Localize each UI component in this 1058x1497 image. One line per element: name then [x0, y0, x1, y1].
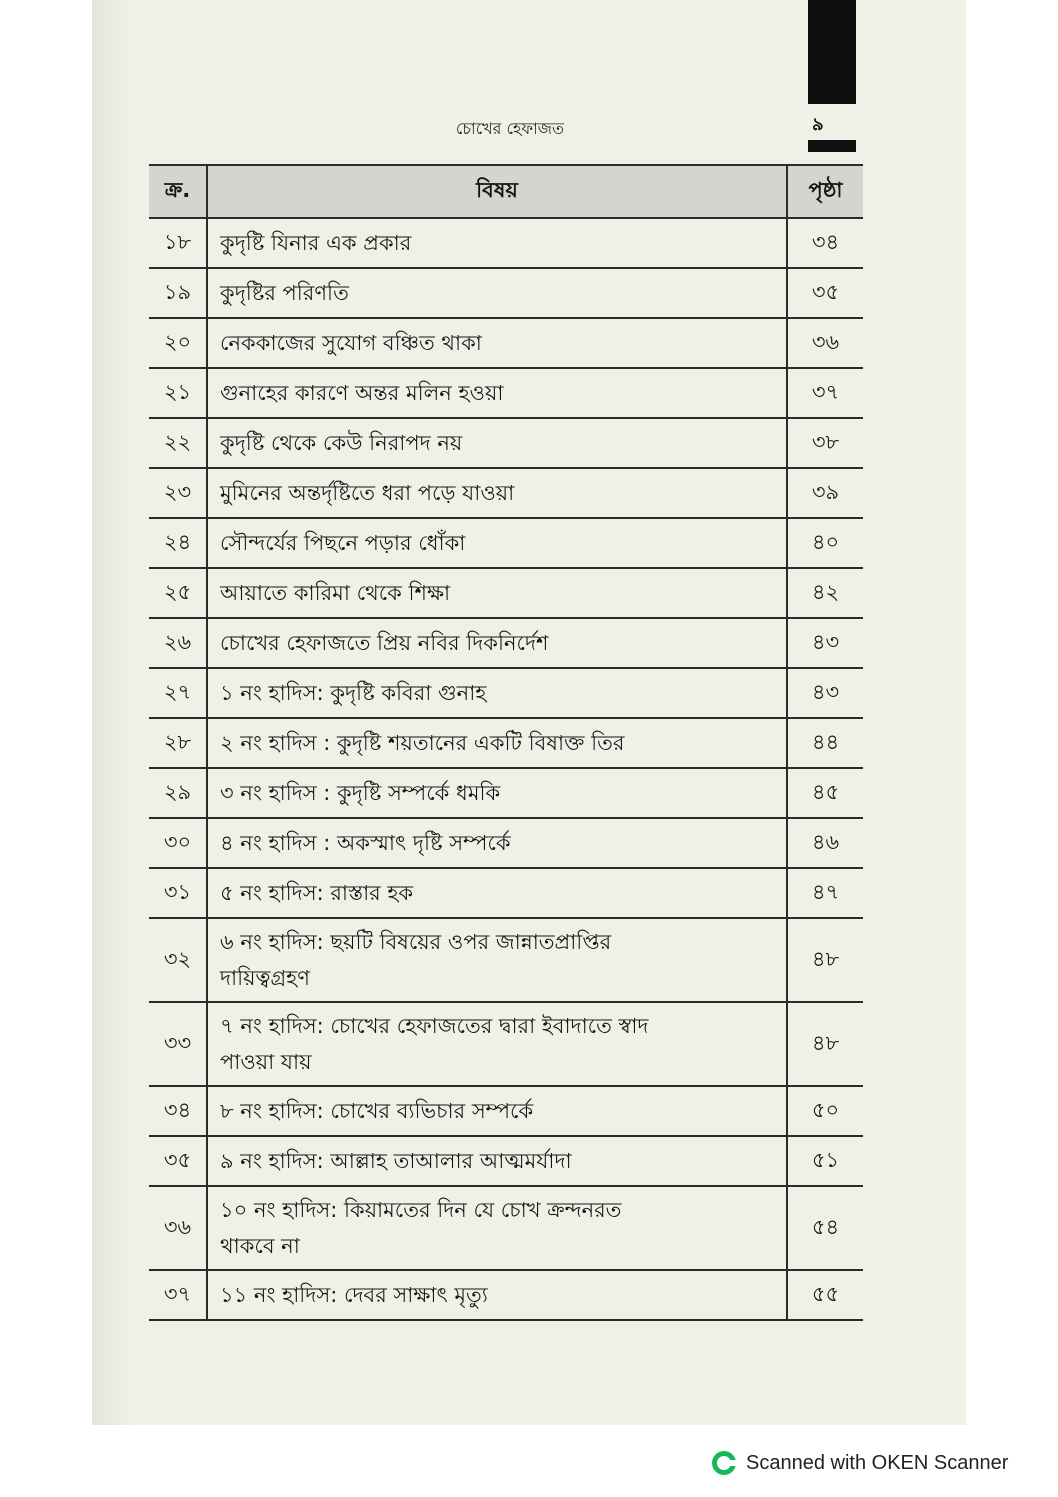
row-page: ৪৩	[787, 618, 863, 668]
table-row	[149, 1270, 863, 1320]
table-row	[149, 1002, 863, 1086]
row-number: ১৯	[149, 268, 207, 318]
row-number: ২০	[149, 318, 207, 368]
row-topic	[207, 1086, 787, 1136]
row-topic	[207, 618, 787, 668]
table-row	[149, 918, 863, 1002]
row-topic	[207, 318, 787, 368]
row-number: ২৩	[149, 468, 207, 518]
table-row	[149, 218, 863, 268]
row-number: ৩৪	[149, 1086, 207, 1136]
table-body	[149, 218, 863, 1320]
thumb-index-bar	[808, 140, 856, 152]
topic-line: ২ নং হাদিস : কুদৃষ্টি শয়তানের একটি বিষাক্ত তির	[220, 731, 625, 755]
topic-line: ৫ নং হাদিস: রাস্তার হক	[220, 881, 414, 905]
row-number: ২৮	[149, 718, 207, 768]
table-header-row	[149, 165, 863, 218]
row-topic	[207, 668, 787, 718]
row-topic	[207, 918, 787, 1002]
table-row	[149, 868, 863, 918]
row-number: ২৭	[149, 668, 207, 718]
row-topic	[207, 768, 787, 818]
row-topic	[207, 418, 787, 468]
topic-line: ৮ নং হাদিস: চোখের ব্যভিচার সম্পর্কে	[220, 1099, 534, 1123]
topic-line: গুনাহের কারণে অন্তর মলিন হওয়া	[220, 381, 504, 405]
row-page: ৪০	[787, 518, 863, 568]
oken-scanner-logo-icon	[712, 1451, 736, 1475]
row-page: ৩৪	[787, 218, 863, 268]
contents-table	[149, 164, 863, 1321]
table-row	[149, 1186, 863, 1270]
row-topic	[207, 268, 787, 318]
row-page: ৪৭	[787, 868, 863, 918]
row-topic	[207, 868, 787, 918]
row-page: ৫১	[787, 1136, 863, 1186]
topic-line: ১১ নং হাদিস: দেবর সাক্ষাৎ মৃত্যু	[220, 1283, 488, 1307]
row-page: ৫৫	[787, 1270, 863, 1320]
row-page: ৩৮	[787, 418, 863, 468]
topic-line: কুদৃষ্টির পরিণতি	[220, 281, 349, 305]
topic-line: ৩ নং হাদিস : কুদৃষ্টি সম্পর্কে ধমকি	[220, 781, 501, 805]
topic-line: ৭ নং হাদিস: চোখের হেফাজতের দ্বারা ইবাদাতে স্বাদ	[220, 1014, 649, 1038]
row-topic	[207, 1136, 787, 1186]
topic-line: ১০ নং হাদিস: কিয়ামতের দিন যে চোখ ক্রন্দনরত	[220, 1198, 622, 1222]
table-row	[149, 718, 863, 768]
row-page: ৪৪	[787, 718, 863, 768]
topic-line: নেককাজের সুযোগ বঞ্চিত থাকা	[220, 331, 482, 355]
row-number: ৩৫	[149, 1136, 207, 1186]
row-topic	[207, 518, 787, 568]
row-number: ২৬	[149, 618, 207, 668]
row-page: ৩৬	[787, 318, 863, 368]
table-row	[149, 618, 863, 668]
row-page: ৪৮	[787, 1002, 863, 1086]
row-page: ৪৫	[787, 768, 863, 818]
table-row	[149, 568, 863, 618]
row-number: ২১	[149, 368, 207, 418]
row-number: ৩৬	[149, 1186, 207, 1270]
table-row	[149, 268, 863, 318]
table-row	[149, 1086, 863, 1136]
running-title: চোখের হেফাজত	[455, 119, 565, 138]
row-number: ২৪	[149, 518, 207, 568]
thumb-index-tab	[808, 0, 856, 104]
row-page: ৩৭	[787, 368, 863, 418]
topic-line: আয়াতে কারিমা থেকে শিক্ষা	[220, 581, 451, 605]
scanner-watermark	[712, 1448, 1008, 1478]
row-topic	[207, 568, 787, 618]
topic-line: দায়িত্বগ্রহণ	[220, 966, 310, 990]
topic-line: কুদৃষ্টি যিনার এক প্রকার	[220, 231, 412, 255]
row-topic	[207, 1270, 787, 1320]
row-page: ৪৮	[787, 918, 863, 1002]
row-topic	[207, 818, 787, 868]
table-row	[149, 468, 863, 518]
page-number: ৯	[812, 114, 824, 135]
row-number: ২৫	[149, 568, 207, 618]
row-page: ৪৩	[787, 668, 863, 718]
header-number: ক্র.	[149, 165, 207, 218]
topic-line: পাওয়া যায়	[220, 1050, 312, 1074]
row-number: ৩৩	[149, 1002, 207, 1086]
row-topic	[207, 368, 787, 418]
topic-line: সৌন্দর্যের পিছনে পড়ার ধোঁকা	[220, 531, 466, 555]
row-number: ৩২	[149, 918, 207, 1002]
table-row	[149, 418, 863, 468]
topic-line: থাকবে না	[220, 1234, 300, 1258]
topic-line: কুদৃষ্টি থেকে কেউ নিরাপদ নয়	[220, 431, 463, 455]
page-gutter-shadow	[92, 0, 132, 1425]
header-topic: বিষয়	[207, 165, 787, 218]
table-row	[149, 518, 863, 568]
row-number: ৩১	[149, 868, 207, 918]
header-page: পৃষ্ঠা	[787, 165, 863, 218]
row-number: ৩০	[149, 818, 207, 868]
row-number: ২৯	[149, 768, 207, 818]
table-row	[149, 318, 863, 368]
topic-line: ৪ নং হাদিস : অকস্মাৎ দৃষ্টি সম্পর্কে	[220, 831, 511, 855]
topic-line: চোখের হেফাজতে প্রিয় নবির দিকনির্দেশ	[220, 631, 549, 655]
row-page: ৩৫	[787, 268, 863, 318]
row-number: ৩৭	[149, 1270, 207, 1320]
topic-line: ১ নং হাদিস: কুদৃষ্টি কবিরা গুনাহ	[220, 681, 487, 705]
row-page: ৫০	[787, 1086, 863, 1136]
row-page: ৩৯	[787, 468, 863, 518]
row-topic	[207, 468, 787, 518]
table-row	[149, 368, 863, 418]
row-topic	[207, 218, 787, 268]
topic-line: মুমিনের অন্তর্দৃষ্টিতে ধরা পড়ে যাওয়া	[220, 481, 515, 505]
table-row	[149, 1136, 863, 1186]
row-page: ৪৬	[787, 818, 863, 868]
row-number: ২২	[149, 418, 207, 468]
row-topic	[207, 1186, 787, 1270]
row-page: ৪২	[787, 568, 863, 618]
topic-line: ৬ নং হাদিস: ছয়টি বিষয়ের ওপর জান্নাতপ্রাপ্তির	[220, 930, 612, 954]
row-topic	[207, 1002, 787, 1086]
table-row	[149, 818, 863, 868]
table-row	[149, 768, 863, 818]
topic-line: ৯ নং হাদিস: আল্লাহ তাআলার আত্মমর্যাদা	[220, 1149, 572, 1173]
scanner-text: Scanned with OKEN Scanner	[746, 1451, 1009, 1474]
table-row	[149, 668, 863, 718]
row-page: ৫৪	[787, 1186, 863, 1270]
row-number: ১৮	[149, 218, 207, 268]
row-topic	[207, 718, 787, 768]
